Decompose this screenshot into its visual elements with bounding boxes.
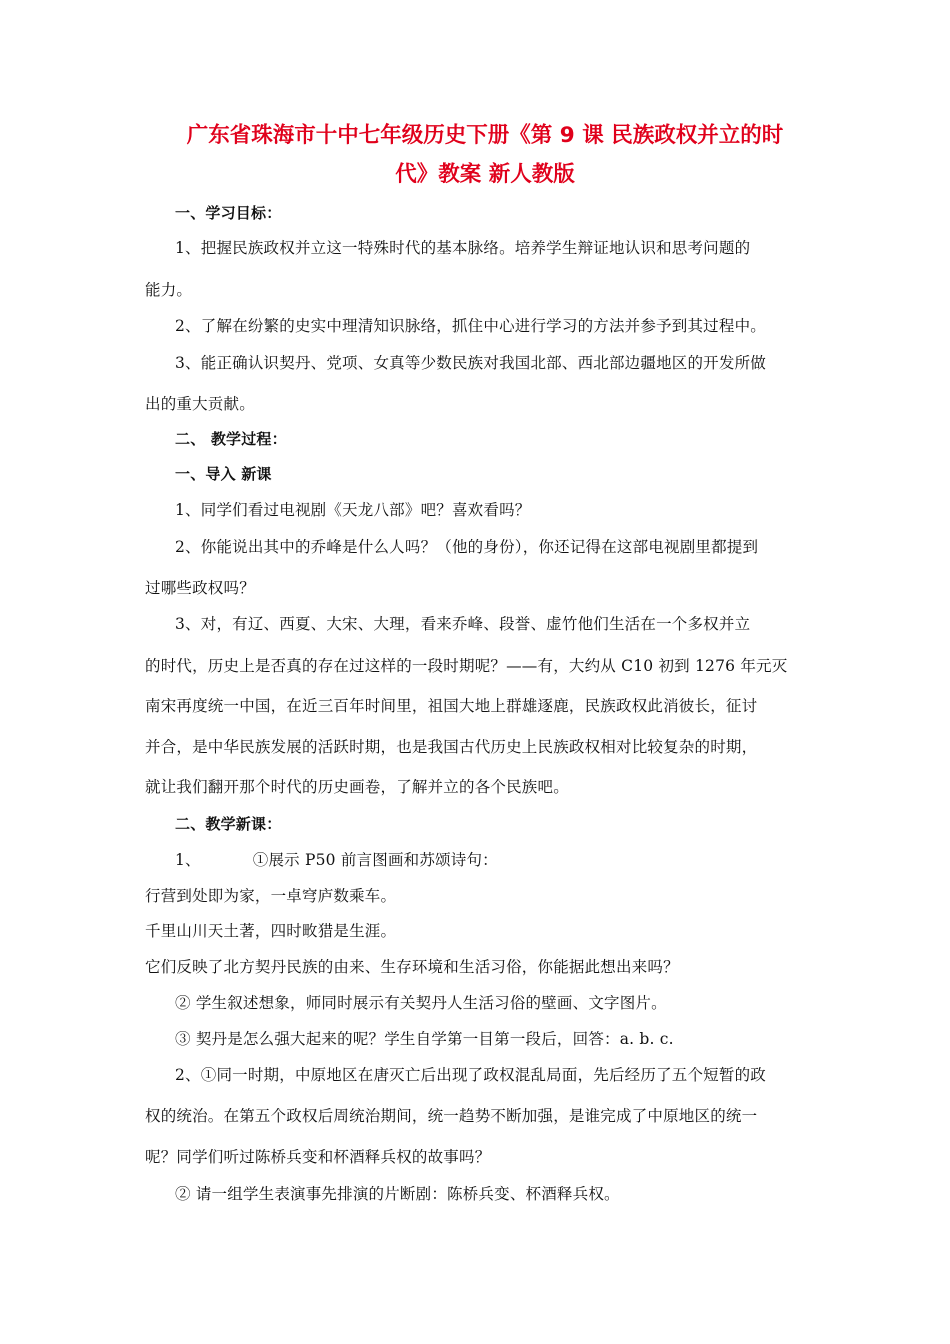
heading-teaching-process: 二、 教学过程： bbox=[175, 430, 287, 448]
doc-title-line1: 广东省珠海市十中七年级历史下册《第 9 课 民族政权并立的时 bbox=[186, 123, 784, 148]
intro-2-line1: 2、你能说出其中的乔峰是什么人吗？（他的身份），你还记得在这部电视剧里都提到 bbox=[175, 538, 759, 556]
intro-2-line2: 过哪些政权吗？ bbox=[145, 579, 255, 597]
new-1-question: 它们反映了北方契丹民族的由来、生存环境和生活习俗，你能据此想出来吗？ bbox=[145, 958, 679, 976]
goal-2: 2、了解在纷繁的史实中理清知识脉络，抓住中心进行学习的方法并参予到其过程中。 bbox=[175, 317, 766, 335]
heading-intro: 一、导入 新课 bbox=[175, 465, 272, 483]
heading-learning-goals: 一、学习目标： bbox=[175, 204, 282, 222]
intro-3-line5: 就让我们翻开那个时代的历史画卷，了解并立的各个民族吧。 bbox=[145, 778, 569, 796]
goal-1-line2: 能力。 bbox=[145, 281, 193, 299]
new-1 bbox=[175, 848, 498, 870]
goal-1-line1: 1、把握民族政权并立这一特殊时代的基本脉络。培养学生辩证地认识和思考问题的 bbox=[175, 239, 751, 257]
intro-3-line1: 3、对，有辽、西夏、大宋、大理，看来乔峰、段誉、虚竹他们生活在一个多权并立 bbox=[175, 615, 751, 633]
new-1-step3: ③ 契丹是怎么强大起来的呢？学生自学第一目第一段后，回答：a. b. c. bbox=[175, 1030, 674, 1048]
new-1-step2: ② 学生叙述想象，师同时展示有关契丹人生活习俗的壁画、文字图片。 bbox=[175, 994, 667, 1012]
poem-line2: 千里山川天土著，四时畋猎是生涯。 bbox=[145, 922, 397, 940]
new-2-step2: ② 请一组学生表演事先排演的片断剧：陈桥兵变、杯酒释兵权。 bbox=[175, 1185, 620, 1203]
new-1-number: 1、 bbox=[175, 851, 201, 869]
new-1-text: ①展示 P50 前言图画和苏颂诗句： bbox=[252, 851, 498, 869]
intro-3-line2: 的时代，历史上是否真的存在过这样的一段时期呢？——有，大约从 C10 初到 1276 年元灭 bbox=[145, 657, 788, 675]
new-2-line3: 呢？同学们听过陈桥兵变和杯酒释兵权的故事吗？ bbox=[145, 1148, 491, 1166]
intro-1: 1、同学们看过电视剧《天龙八部》吧？喜欢看吗？ bbox=[175, 501, 531, 519]
heading-new-lesson: 二、教学新课： bbox=[175, 815, 282, 833]
intro-3-line3: 南宋再度统一中国，在近三百年时间里，祖国大地上群雄逐鹿，民族政权此消彼长，征讨 bbox=[145, 697, 758, 715]
doc-title-line2: 代》教案 新人教版 bbox=[395, 162, 575, 187]
new-2-line2: 权的统治。在第五个政权后周统治期间，统一趋势不断加强，是谁完成了中原地区的统一 bbox=[145, 1107, 758, 1125]
goal-3-line1: 3、能正确认识契丹、党项、女真等少数民族对我国北部、西北部边疆地区的开发所做 bbox=[175, 354, 766, 372]
intro-3-line4: 并合，是中华民族发展的活跃时期，也是我国古代历史上民族政权相对比较复杂的时期， bbox=[145, 738, 758, 756]
poem-line1: 行营到处即为家，一卓穹庐数乘车。 bbox=[145, 887, 397, 905]
new-2-line1: 2、①同一时期，中原地区在唐灭亡后出现了政权混乱局面，先后经历了五个短暂的政 bbox=[175, 1066, 766, 1084]
goal-3-line2: 出的重大贡献。 bbox=[145, 395, 255, 413]
